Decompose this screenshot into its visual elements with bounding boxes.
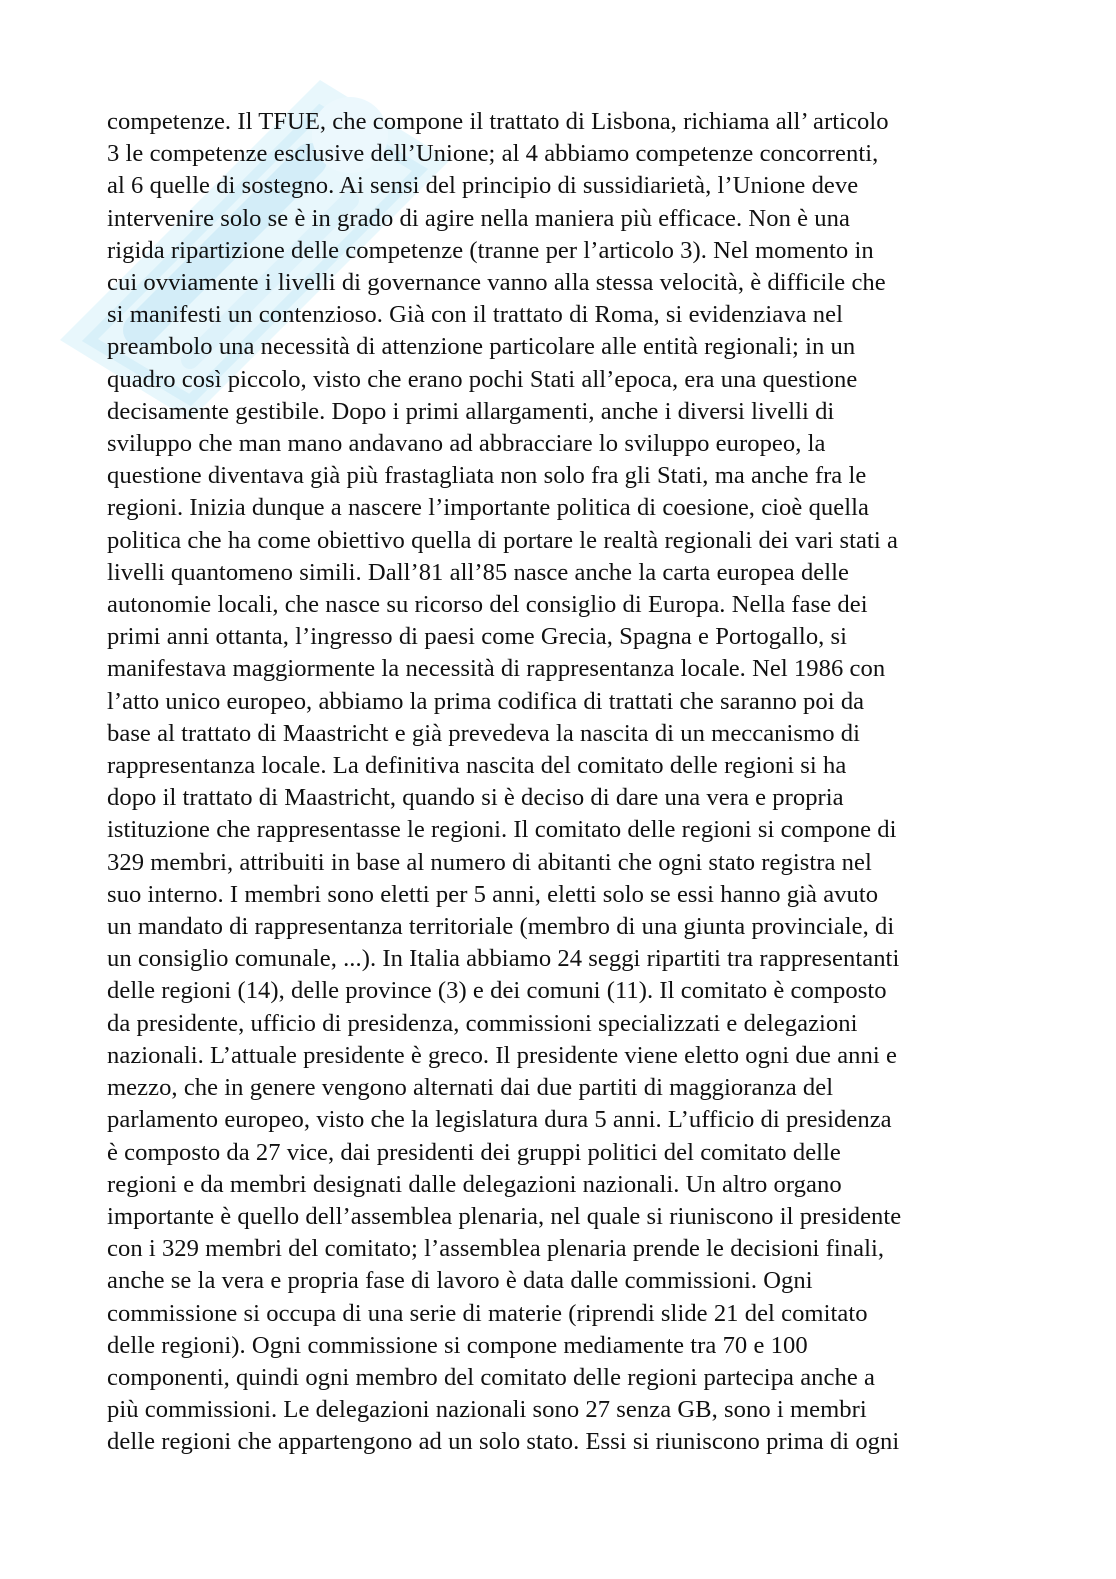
text-line: più commissioni. Le delegazioni nazionali sono 27 senza GB, sono i membri bbox=[107, 1396, 867, 1424]
text-line: livelli quantomeno simili. Dall’81 all’85 nasce anche la carta europea delle bbox=[107, 558, 850, 586]
text-line: questione diventava già più frastagliata non solo fra gli Stati, ma anche fra le bbox=[107, 462, 867, 490]
text-line: preambolo una necessità di attenzione particolare alle entità regionali; in un bbox=[107, 333, 856, 361]
text-line: manifestava maggiormente la necessità di rappresentanza locale. Nel 1986 con bbox=[107, 655, 886, 683]
text-line: 3 le competenze esclusive dell’Unione; al 4 abbiamo competenze concorrenti, bbox=[107, 140, 879, 168]
text-line: politica che ha come obiettivo quella di portare le realtà regionali dei vari stati a bbox=[107, 526, 898, 554]
text-line: sviluppo che man mano andavano ad abbracciare lo sviluppo europeo, la bbox=[107, 430, 826, 458]
text-line: un mandato di rappresentanza territoriale (membro di una giunta provinciale, di bbox=[107, 913, 895, 941]
text-line: istituzione che rappresentasse le regioni. Il comitato delle regioni si compone di bbox=[107, 816, 897, 844]
text-line: rigida ripartizione delle competenze (tranne per l’articolo 3). Nel momento in bbox=[107, 236, 874, 264]
text-line: quadro così piccolo, visto che erano pochi Stati all’epoca, era una questione bbox=[107, 365, 858, 393]
text-line: anche se la vera e propria fase di lavoro è data dalle commissioni. Ogni bbox=[107, 1267, 813, 1295]
text-line: parlamento europeo, visto che la legislatura dura 5 anni. L’ufficio di presidenza bbox=[107, 1106, 892, 1134]
text-line: un consiglio comunale, ...). In Italia abbiamo 24 seggi ripartiti tra rappresentanti bbox=[107, 945, 900, 973]
text-line: suo interno. I membri sono eletti per 5 anni, eletti solo se essi hanno già avuto bbox=[107, 880, 879, 908]
text-line: nazionali. L’attuale presidente è greco. Il presidente viene eletto ogni due anni e bbox=[107, 1041, 897, 1069]
text-line: mezzo, che in genere vengono alternati dai due partiti di maggioranza del bbox=[107, 1074, 834, 1102]
text-line: da presidente, ufficio di presidenza, commissioni specializzati e delegazioni bbox=[107, 1009, 858, 1037]
text-line: base al trattato di Maastricht e già prevedeva la nascita di un meccanismo di bbox=[107, 719, 860, 747]
text-line: primi anni ottanta, l’ingresso di paesi come Grecia, Spagna e Portogallo, si bbox=[107, 623, 848, 651]
text-line: commissione si occupa di una serie di materie (riprendi slide 21 del comitato bbox=[107, 1299, 868, 1327]
text-line: con i 329 membri del comitato; l’assemblea plenaria prende le decisioni finali, bbox=[107, 1235, 885, 1263]
text-line: al 6 quelle di sostegno. Ai sensi del principio di sussidiarietà, l’Unione deve bbox=[107, 172, 859, 200]
text-line: cui ovviamente i livelli di governance vanno alla stessa velocità, è difficile che bbox=[107, 269, 886, 297]
text-line: delle regioni che appartengono ad un solo stato. Essi si riuniscono prima di ogni bbox=[107, 1428, 900, 1456]
text-line: importante è quello dell’assemblea plenaria, nel quale si riuniscono il presidente bbox=[107, 1202, 902, 1230]
text-line: intervenire solo se è in grado di agire nella maniera più efficace. Non è una bbox=[107, 204, 850, 232]
text-line: dopo il trattato di Maastricht, quando si è deciso di dare una vera e propria bbox=[107, 784, 844, 812]
text-line: rappresentanza locale. La definitiva nascita del comitato delle regioni si ha bbox=[107, 752, 847, 780]
text-line: delle regioni (14), delle province (3) e dei comuni (11). Il comitato è composto bbox=[107, 977, 887, 1005]
text-line: si manifesti un contenzioso. Già con il trattato di Roma, si evidenziava nel bbox=[107, 301, 843, 329]
text-line: è composto da 27 vice, dai presidenti dei gruppi politici del comitato delle bbox=[107, 1138, 841, 1166]
text-line: regioni e da membri designati dalle delegazioni nazionali. Un altro organo bbox=[107, 1170, 842, 1198]
text-line: delle regioni). Ogni commissione si compone mediamente tra 70 e 100 bbox=[107, 1331, 808, 1359]
document-page bbox=[107, 106, 1007, 1459]
text-line: 329 membri, attribuiti in base al numero di abitanti che ogni stato registra nel bbox=[107, 848, 872, 876]
text-line: l’atto unico europeo, abbiamo la prima codifica di trattati che saranno poi da bbox=[107, 687, 865, 715]
text-line: decisamente gestibile. Dopo i primi allargamenti, anche i diversi livelli di bbox=[107, 397, 835, 425]
text-line: componenti, quindi ogni membro del comitato delle regioni partecipa anche a bbox=[107, 1363, 875, 1391]
text-line: regioni. Inizia dunque a nascere l’importante politica di coesione, cioè quella bbox=[107, 494, 869, 522]
text-line: autonomie locali, che nasce su ricorso del consiglio di Europa. Nella fase dei bbox=[107, 591, 868, 619]
text-line: competenze. Il TFUE, che compone il trattato di Lisbona, richiama all’ articolo bbox=[107, 108, 889, 135]
